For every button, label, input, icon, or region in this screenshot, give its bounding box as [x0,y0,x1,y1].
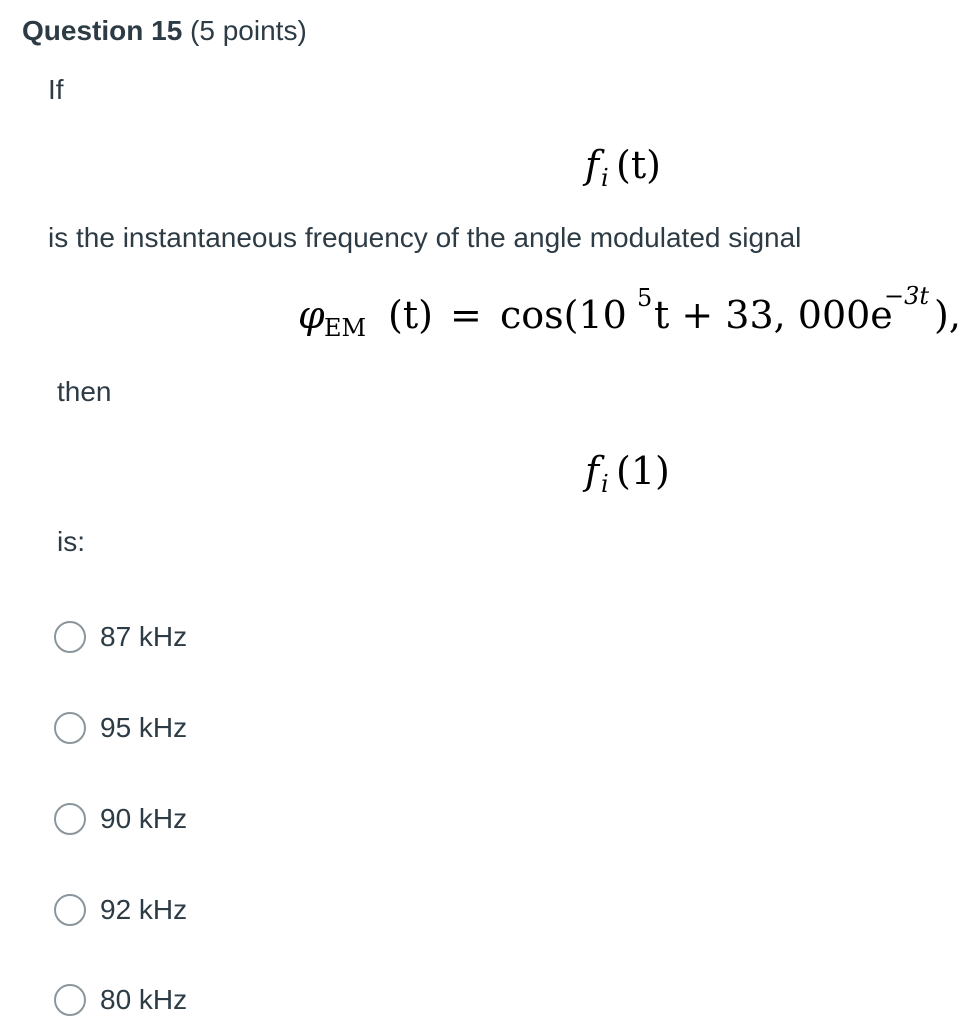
radio-button[interactable] [54,984,86,1016]
math-close: ), [934,293,961,337]
math-fi-t-f: f [585,143,600,187]
option-label[interactable]: 87 kHz [100,621,188,652]
math-signal [298,282,968,352]
math-mid: t + 33, 000e [654,293,893,337]
radio-button[interactable] [54,803,86,835]
math-fi-t-sub: i [601,164,609,192]
math-fi-1-f: f [585,449,600,493]
option-label[interactable]: 95 kHz [100,712,188,743]
question-header [22,12,307,50]
math-cos: cos(10 [500,293,627,337]
math-fi-t [585,140,685,194]
radio-button[interactable] [54,894,86,926]
option-label[interactable]: 92 kHz [100,894,188,925]
radio-button[interactable] [54,621,86,653]
prompt-then: then [57,376,112,407]
prompt-if: If [48,74,64,105]
math-exp: 5 [637,284,653,312]
math-equals: = [450,293,482,337]
math-sup: −3t [884,282,930,310]
math-lhs-arg: (t) [388,293,433,337]
prompt-is: is: [57,526,85,557]
question-points: (5 points) [190,15,307,46]
option-label[interactable]: 90 kHz [100,803,188,834]
answer-option-2[interactable] [54,708,187,748]
math-phi: φ [298,293,325,337]
option-label[interactable]: 80 kHz [100,984,188,1015]
answer-option-1[interactable] [54,617,187,657]
math-phi-sub: EM [324,314,367,342]
math-fi-1 [585,446,685,500]
prompt-instantaneous: is the instantaneous frequency of the angle modulated signal [48,222,802,253]
answer-option-4[interactable] [54,890,187,930]
answer-option-5[interactable] [54,980,187,1020]
math-fi-t-paren: (t) [616,143,661,187]
question-title: Question 15 [22,15,183,46]
math-fi-1-paren: (1) [616,449,670,493]
answer-option-3[interactable] [54,799,187,839]
radio-button[interactable] [54,712,86,744]
math-fi-1-sub: i [601,470,609,498]
